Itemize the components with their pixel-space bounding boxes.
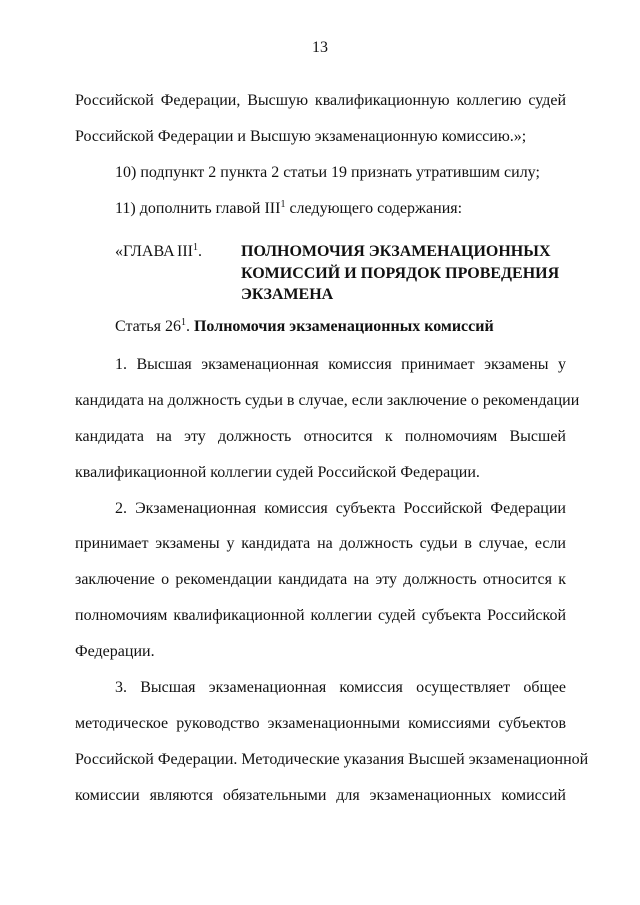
paragraph-line: комиссии являются обязательными для экзаменационных комиссий xyxy=(75,787,566,804)
superscript: 1 xyxy=(280,199,286,210)
chapter-title: ПОЛНОМОЧИЯ ЭКЗАМЕНАЦИОННЫХ КОМИССИЙ И ПОРЯДОК ПРОВЕДЕНИЯ ЭКЗАМЕНА xyxy=(241,243,560,303)
paragraph-line: Федерации. xyxy=(75,643,155,660)
paragraph-line: полномочиям квалификационной коллегии судей субъекта Российской xyxy=(75,607,566,624)
paragraph-line: Российской Федерации и Высшую экзаменационную комиссию.»; xyxy=(75,128,527,145)
chapter-prefix: «ГЛАВА xyxy=(115,243,175,260)
paragraph-line: 11) дополнить главой III$^1$ следующего содержания: xyxy=(115,199,463,217)
paragraph-line: Российской Федерации. Методические указания Высшей экзаменационной xyxy=(75,751,589,768)
chapter-label xyxy=(115,242,202,262)
superscript: 1 xyxy=(180,317,186,328)
article-title: Полномочия экзаменационных комиссий xyxy=(193,318,494,335)
paragraph-line: принимает экзамены у кандидата на должность судьи в случае, если xyxy=(75,535,566,552)
paragraph-line: 3. Высшая экзаменационная комиссия осуществляет общее xyxy=(115,679,566,696)
paragraph-line: Российской Федерации, Высшую квалификационную коллегию судей xyxy=(75,92,566,109)
article-heading: Статья $26^1$. Полномочия экзаменационных комиссий xyxy=(115,317,494,335)
paragraph-line: 2. Экзаменационная комиссия субъекта Российской Федерации xyxy=(115,500,566,517)
paragraph-line: 10) подпункт 2 пункта 2 статьи 19 признать утратившим силу; xyxy=(115,164,540,181)
chapter-number: III$^1$. xyxy=(177,242,202,260)
page-number: 13 xyxy=(312,39,328,56)
paragraph-line: заключение о рекомендации кандидата на эту должность относится к xyxy=(75,571,566,588)
paragraph-line: кандидата на должность судьи в случае, если заключение о рекомендации xyxy=(75,392,580,409)
paragraph-line: методическое руководство экзаменационными комиссиями субъектов xyxy=(75,715,566,732)
paragraph-line: квалификационной коллегии судей Российской Федерации. xyxy=(75,464,480,481)
paragraph-line: 1. Высшая экзаменационная комиссия принимает экзамены у xyxy=(115,356,566,373)
paragraph-line: кандидата на эту должность относится к полномочиям Высшей xyxy=(75,428,566,445)
